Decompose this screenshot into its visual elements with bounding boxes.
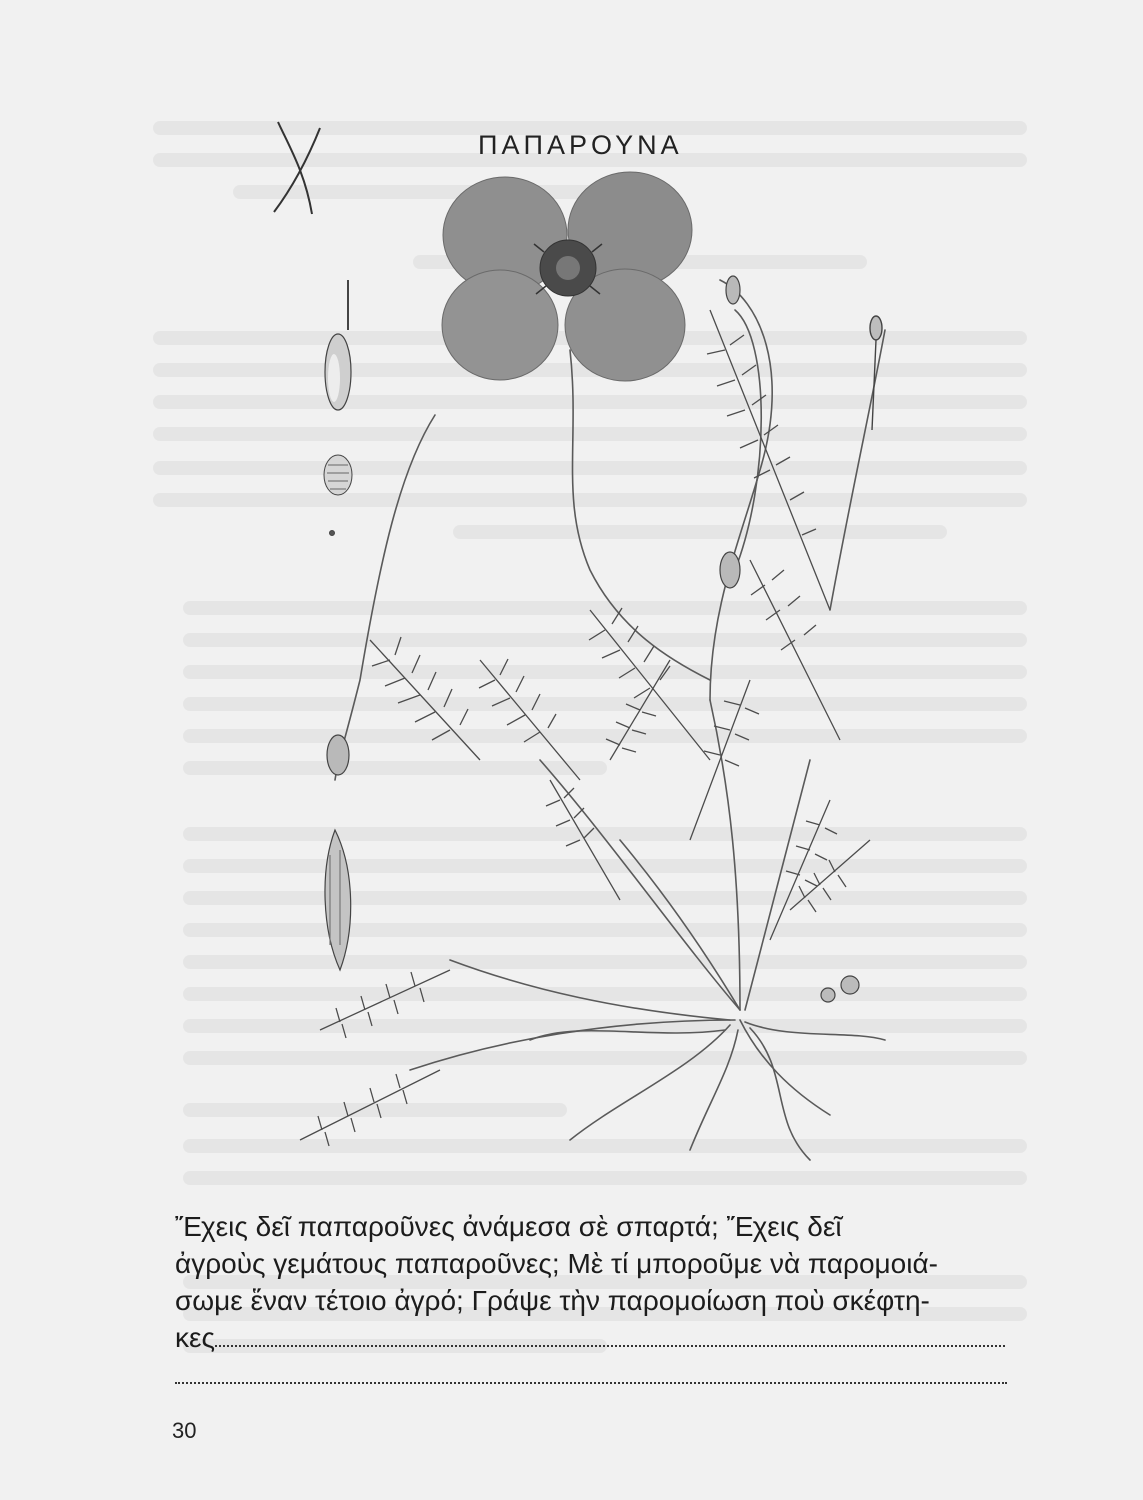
answer-blank[interactable] [175,1358,1007,1384]
seed-capsule-icon [325,280,351,410]
leaf [370,637,480,760]
answer-line-first [175,1319,1035,1356]
elongated-capsule-icon [325,830,351,970]
right-stem [830,330,885,610]
leaf [300,1070,440,1146]
question-line: Ἔχεις δεῖ παπαροῦνες ἀνάμεσα σὲ σπαρτά; Ἔχεις δεῖ [175,1211,842,1242]
leaf [790,840,870,912]
leaf [589,608,710,760]
poppy-illustration [150,140,890,1170]
leaf [546,780,620,900]
leaf [750,560,840,740]
small-bud-icon [821,976,859,1002]
tall-stem [710,280,772,700]
question-line: σωμε ἕναν τέτοιο ἀγρό; Γράψε τὴν παρομοίωση ποὺ σκέφτη- [175,1285,930,1316]
page-number: 30 [172,1418,197,1443]
leaf [320,970,450,1038]
flower-stem [570,350,710,680]
question-line: ἀγροὺς γεμάτους παπαροῦνες; Μὲ τί μποροῦμε νὰ παρομοιά- [175,1248,938,1279]
leaf [690,680,759,840]
leaf [606,660,670,760]
poppy-flower-icon [442,172,692,381]
answer-line-second [175,1356,1035,1393]
answer-blank[interactable] [215,1321,1005,1347]
leaf [770,800,837,940]
seed-icon [324,455,352,536]
page-title: ΠΑΠΑΡΟΥΝΑ [478,130,683,161]
leaf [479,659,580,780]
question-line: κες [175,1322,215,1353]
question-paragraph [175,1208,1035,1393]
